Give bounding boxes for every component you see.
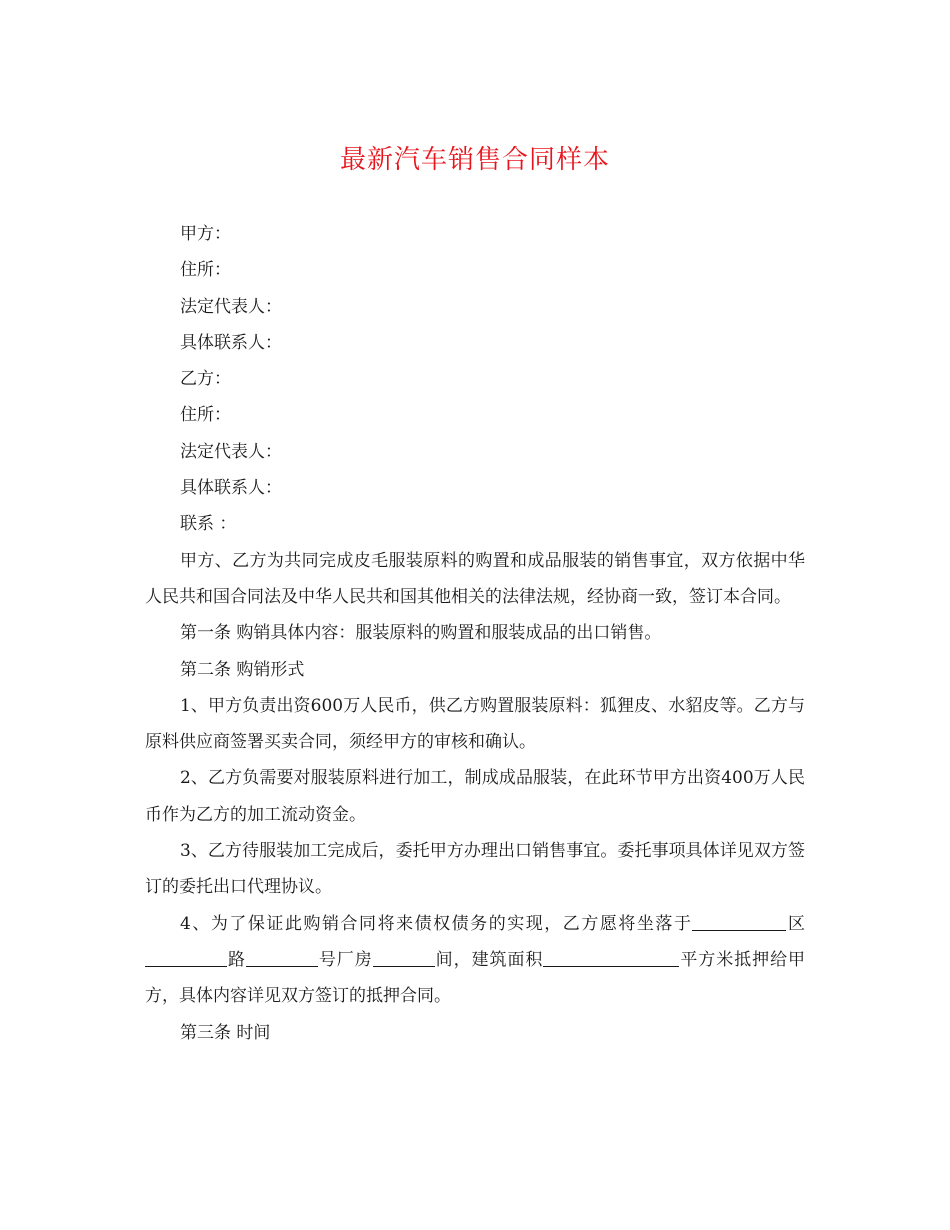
road-blank: [145, 946, 227, 967]
document-title: 最新汽车销售合同样本: [339, 145, 610, 175]
article-1: 第一条 购销具体内容：服装原料的购置和服装成品的出口销售。: [180, 623, 662, 644]
article-3-heading: 第三条 时间: [180, 1022, 271, 1043]
clause-4-text-3: 路: [227, 949, 246, 970]
article-2-heading: 第二条 购销形式: [180, 659, 305, 680]
rooms-blank: [373, 946, 435, 967]
party-a-legal-rep: 法定代表人：: [180, 296, 282, 317]
party-b-label: 乙方：: [180, 369, 231, 390]
party-a-contact: 具体联系人：: [180, 332, 282, 353]
party-a-label: 甲方：: [180, 224, 231, 244]
party-b-contact: 具体联系人：: [180, 478, 282, 499]
clause-1: 1、甲方负责出资600万人民币，供乙方购置服装原料：狐狸皮、水貂皮等。乙方与原料供应商签署买卖合同，须经甲方的审核和确认。: [145, 695, 805, 753]
clause-2: 2、乙方负需要对服装原料进行加工，制成成品服装，在此环节甲方出资400万人民币作为乙方的加工流动资金。: [145, 768, 805, 825]
intro-paragraph: 甲方、乙方为共同完成皮毛服装原料的购置和成品服装的销售事宜，双方依据中华人民共和国合同法及中华人民共和国其他相关的法律法规，经协商一致，签订本合同。: [145, 550, 805, 607]
party-b-address: 住所：: [180, 405, 231, 426]
clause-4-text-6: 平方米抵押给甲方，具体内容详见双方签订的抵押合同。: [145, 949, 806, 1007]
party-b-phone: 联系 ：: [180, 514, 237, 535]
number-blank: [246, 946, 318, 967]
party-a-address: 住所：: [180, 260, 231, 281]
clause-4-text-2: 区: [786, 913, 805, 934]
clause-4-text-5: 间，建筑面积: [434, 949, 544, 970]
district-blank: [692, 910, 786, 931]
clause-4: [145, 906, 805, 1015]
clause-3: 3、乙方待服装加工完成后，委托甲方办理出口销售事宜。委托事项具体详见双方签订的委托出口代理协议。: [145, 841, 805, 898]
area-blank: [543, 946, 679, 967]
document-body: [145, 216, 805, 1051]
clause-4-text-4: 号厂房: [317, 949, 373, 970]
party-b-legal-rep: 法定代表人：: [180, 441, 282, 462]
clause-4-text-1: 4、为了保证此购销合同将来债权债务的实现，乙方愿将坐落于: [180, 913, 693, 934]
